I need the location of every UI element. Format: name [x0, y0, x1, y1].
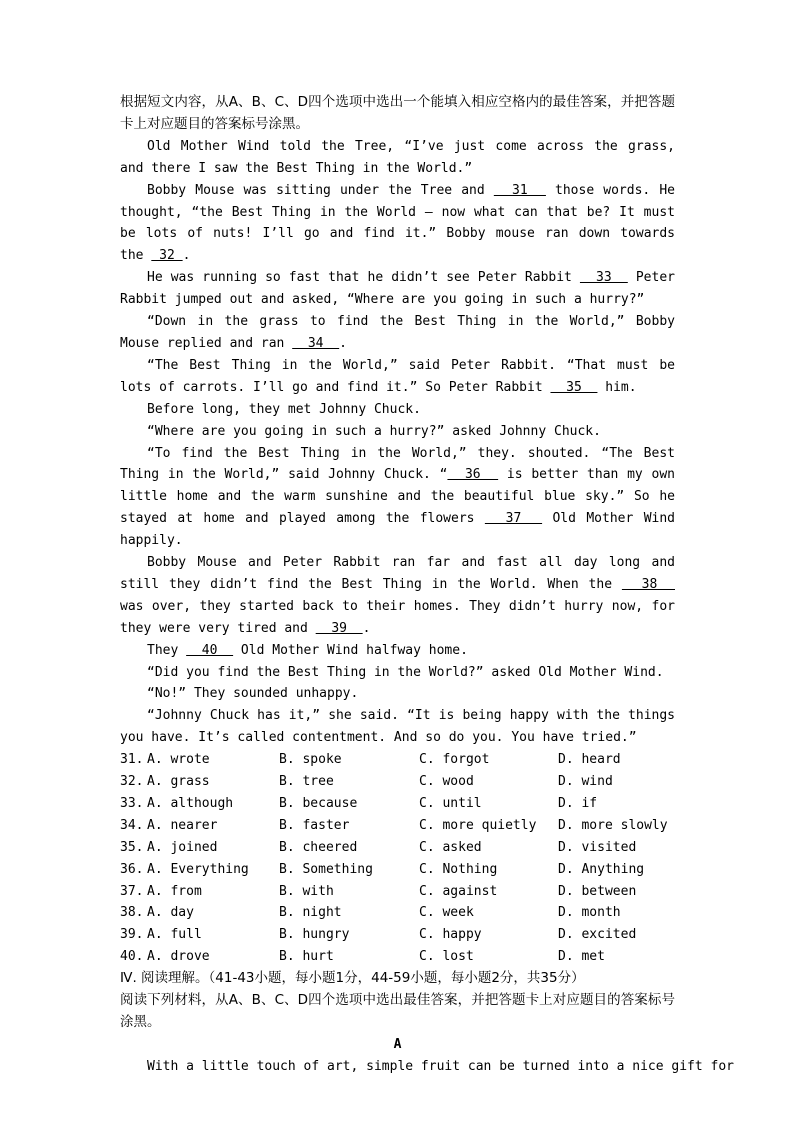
passage-a-text: With a little touch of art, simple fruit can be turned into a nice gift for [147, 1058, 734, 1074]
question-row [120, 749, 675, 771]
option-a: A. wrote [147, 752, 210, 768]
passage-text: Old Mother Wind told the Tree, “I’ve just come across the grass, and there I saw the Best Thing in the World.” [120, 138, 675, 176]
passage-paragraph [120, 662, 675, 684]
option-d: D. visited [558, 839, 637, 855]
option-a: A. full [147, 927, 202, 943]
option-a: A. day [147, 905, 194, 921]
passage-text: . [182, 248, 191, 264]
option-c: C. Nothing [419, 861, 498, 877]
question-number: 35. [120, 839, 144, 855]
question-number: 31. [120, 752, 144, 768]
blank: 38 [621, 576, 675, 592]
passage-text: Old Mother Wind happily. [120, 511, 676, 549]
option-d: D. between [558, 883, 637, 899]
option-d: D. wind [558, 774, 613, 790]
passage-text: . [362, 620, 371, 636]
passage-text: Before long, they met Johnny Chuck. [147, 401, 421, 417]
option-a: A. drove [147, 949, 210, 965]
option-c: C. more quietly [419, 817, 537, 833]
option-c: C. forgot [419, 752, 490, 768]
passage-text: those words. He thought, “the Best Thing in the World — now what can that be? It must be lots of nuts! I’ll go and find it.” Bobby mouse ran down towards the [120, 182, 675, 264]
passage-text: is better than my own little home and the warm sunshine and the beautiful blue sky.” So he stayed at home and played among the flowers [120, 467, 675, 527]
question-row [120, 946, 675, 968]
blank: 32 [151, 248, 183, 264]
passage-text: “Down in the grass to find the Best Thing in the World,” Bobby Mouse replied and ran [120, 314, 675, 351]
passage-text: “No!” They sounded unhappy. [147, 686, 359, 702]
option-d: D. met [558, 949, 605, 965]
option-c: C. asked [419, 839, 482, 855]
passage-text: Bobby Mouse was sitting under the Tree and [147, 182, 494, 198]
passage-paragraph [120, 552, 675, 640]
passage-paragraph [120, 267, 675, 311]
question-number: 38. [120, 905, 144, 921]
blank: 31 [493, 182, 546, 198]
option-b: B. cheered [279, 839, 358, 855]
passage-paragraph [120, 683, 675, 705]
blank: 40 [186, 642, 234, 658]
question-row [120, 815, 675, 837]
option-c: C. against [419, 883, 498, 899]
passage-text: “Where are you going in such a hurry?” asked Johnny Chuck. [147, 423, 601, 439]
passage-paragraph [120, 180, 675, 268]
option-b: B. because [279, 795, 358, 811]
blank: 33 [579, 270, 628, 286]
option-a: A. although [147, 795, 234, 811]
passage-text: . [339, 335, 347, 351]
option-b: B. hungry [279, 927, 350, 943]
question-row [120, 881, 675, 903]
option-a: A. Everything [147, 861, 249, 877]
option-b: B. faster [279, 817, 350, 833]
passage-paragraph [120, 443, 675, 553]
question-number: 37. [120, 883, 144, 899]
question-row [120, 902, 675, 924]
passage-text: “Did you find the Best Thing in the World?” asked Old Mother Wind. [147, 664, 664, 680]
cloze-passage [120, 136, 675, 749]
option-c: C. wood [419, 774, 474, 790]
passage-paragraph [120, 136, 675, 180]
question-number: 39. [120, 927, 144, 943]
option-d: D. heard [558, 752, 621, 768]
question-row [120, 837, 675, 859]
passage-text: Peter Rabbit jumped out and asked, “Where are you going in such a hurry?” [120, 270, 675, 308]
question-row [120, 859, 675, 881]
instruction-cloze: 根据短文内容，从A、B、C、D四个选项中选出一个能填入相应空格内的最佳答案，并把答题卡上对应题目的答案标号涂黑。 [120, 94, 675, 132]
passage-text: him. [597, 379, 637, 395]
option-b: B. spoke [279, 752, 342, 768]
option-b: B. Something [279, 861, 373, 877]
passage-text: They [147, 642, 187, 658]
blank: 39 [315, 620, 363, 636]
options-list [120, 749, 675, 968]
option-d: D. month [558, 905, 621, 921]
passage-text: He was running so fast that he didn’t see Peter Rabbit [147, 270, 580, 286]
passage-text: “Johnny Chuck has it,” she said. “It is being happy with the things you have. It’s called contentment. And so do you. You have tried.” [120, 708, 675, 746]
option-a: A. nearer [147, 817, 218, 833]
option-d: D. if [558, 795, 598, 811]
passage-text: “The Best Thing in the World,” said Peter Rabbit. “That must be lots of carrots. I’ll go and find it.” So Peter Rabbit [120, 357, 675, 395]
passage-paragraph [120, 705, 675, 749]
blank: 36 [447, 467, 499, 483]
passage-text: Old Mother Wind halfway home. [233, 642, 468, 658]
passage-paragraph [120, 640, 675, 662]
question-number: 34. [120, 817, 144, 833]
passage-paragraph [120, 399, 675, 421]
option-b: B. tree [279, 774, 334, 790]
option-d: D. excited [558, 927, 637, 943]
option-b: B. hurt [279, 949, 334, 965]
option-a: A. grass [147, 774, 210, 790]
passage-paragraph [120, 311, 675, 355]
blank: 34 [292, 335, 340, 351]
question-row [120, 793, 675, 815]
option-c: C. happy [419, 927, 482, 943]
question-number: 36. [120, 861, 144, 877]
option-b: B. night [279, 905, 342, 921]
passage-paragraph [120, 421, 675, 443]
option-c: C. week [419, 905, 474, 921]
option-b: B. with [279, 883, 334, 899]
blank: 37 [484, 511, 543, 527]
passage-label: A [393, 1036, 402, 1052]
instruction-reading: 阅读下列材料，从A、B、C、D四个选项中选出最佳答案，并把答题卡上对应题目的答案标号涂黑。 [120, 992, 675, 1030]
passage-text: was over, they started back to their homes. They didn’t hurry now, for they were very tired and [120, 598, 675, 636]
question-number: 32. [120, 774, 144, 790]
passage-paragraph [120, 355, 675, 399]
passage-text: “To find the Best Thing in the World,” they. shouted. “The Best Thing in the World,” said Johnny Chuck. “ [120, 445, 675, 483]
option-a: A. joined [147, 839, 218, 855]
option-d: D. more slowly [558, 817, 668, 833]
passage-text: Bobby Mouse and Peter Rabbit ran far and fast all day long and still they didn’t find the Best Thing in the World. When the [120, 555, 675, 592]
exam-page [120, 92, 734, 1078]
option-c: C. until [419, 795, 482, 811]
section-heading-reading: Ⅳ. 阅读理解。（41-43小题，每小题1分，44-59小题，每小题2分，共35分） [120, 970, 585, 987]
question-row [120, 924, 675, 946]
question-number: 40. [120, 949, 144, 965]
option-d: D. Anything [558, 861, 645, 877]
question-number: 33. [120, 795, 144, 811]
blank: 35 [550, 379, 598, 395]
option-c: C. lost [419, 949, 474, 965]
question-row [120, 771, 675, 793]
option-a: A. from [147, 883, 202, 899]
